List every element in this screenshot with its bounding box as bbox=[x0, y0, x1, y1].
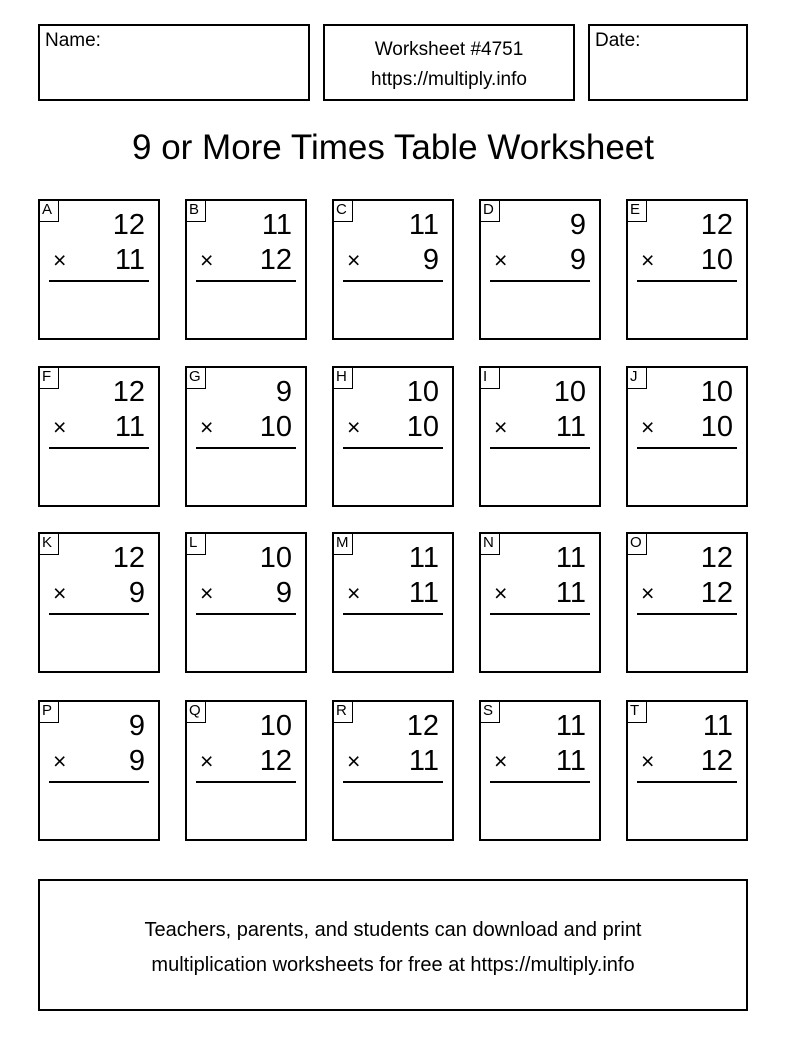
worksheet-number: Worksheet #4751 bbox=[374, 39, 524, 60]
multiplier: 11 bbox=[408, 745, 439, 777]
problem-letter: M bbox=[332, 532, 353, 555]
problem-card bbox=[332, 700, 454, 841]
answer-line bbox=[49, 280, 149, 282]
problem-card bbox=[479, 700, 601, 841]
problem-letter: A bbox=[38, 199, 59, 222]
problem-card bbox=[185, 199, 307, 340]
multiplicand: 12 bbox=[112, 209, 145, 241]
answer-line bbox=[343, 613, 443, 615]
multiplier: 10 bbox=[700, 411, 733, 443]
times-sign: × bbox=[641, 580, 655, 606]
multiplier: 10 bbox=[259, 411, 292, 443]
problem-letter: L bbox=[185, 532, 206, 555]
footer-line-2: multiplication worksheets for free at https://multiply.info bbox=[151, 954, 635, 976]
answer-line bbox=[196, 781, 296, 783]
multiplicand: 11 bbox=[702, 710, 733, 742]
answer-line bbox=[343, 781, 443, 783]
multiplicand: 10 bbox=[406, 376, 439, 408]
footer-text bbox=[40, 913, 746, 983]
answer-line bbox=[490, 613, 590, 615]
problem-card bbox=[332, 199, 454, 340]
answer-line bbox=[196, 613, 296, 615]
multiplicand: 11 bbox=[261, 209, 292, 241]
multiplier: 10 bbox=[406, 411, 439, 443]
times-sign: × bbox=[641, 247, 655, 273]
answer-line bbox=[637, 280, 737, 282]
problem-card bbox=[626, 700, 748, 841]
problem-letter: S bbox=[479, 700, 500, 723]
multiplier: 11 bbox=[555, 577, 586, 609]
problem-letter: T bbox=[626, 700, 647, 723]
answer-line bbox=[637, 613, 737, 615]
times-sign: × bbox=[53, 580, 67, 606]
problem-letter: G bbox=[185, 366, 206, 389]
multiplicand: 10 bbox=[553, 376, 586, 408]
name-label: Name: bbox=[45, 30, 101, 51]
answer-line bbox=[637, 781, 737, 783]
problem-letter: Q bbox=[185, 700, 206, 723]
multiplier: 9 bbox=[569, 244, 586, 276]
problem-card bbox=[38, 366, 160, 507]
problem-letter: P bbox=[38, 700, 59, 723]
problem-letter: K bbox=[38, 532, 59, 555]
answer-line bbox=[49, 781, 149, 783]
problem-letter: H bbox=[332, 366, 353, 389]
answer-line bbox=[343, 447, 443, 449]
multiplicand: 11 bbox=[408, 542, 439, 574]
multiplicand: 12 bbox=[406, 710, 439, 742]
date-label: Date: bbox=[595, 30, 641, 51]
problem-card bbox=[479, 199, 601, 340]
page-title: 9 or More Times Table Worksheet bbox=[132, 128, 654, 167]
times-sign: × bbox=[53, 414, 67, 440]
answer-line bbox=[49, 447, 149, 449]
problem-letter: I bbox=[479, 366, 500, 389]
multiplicand: 12 bbox=[112, 542, 145, 574]
multiplicand: 10 bbox=[700, 376, 733, 408]
times-sign: × bbox=[200, 247, 214, 273]
times-sign: × bbox=[200, 414, 214, 440]
problem-card bbox=[185, 366, 307, 507]
multiplier: 9 bbox=[275, 577, 292, 609]
problem-card bbox=[185, 532, 307, 673]
times-sign: × bbox=[641, 414, 655, 440]
times-sign: × bbox=[347, 414, 361, 440]
times-sign: × bbox=[347, 247, 361, 273]
multiplicand: 10 bbox=[259, 542, 292, 574]
multiplier: 9 bbox=[128, 745, 145, 777]
times-sign: × bbox=[641, 748, 655, 774]
multiplicand: 9 bbox=[569, 209, 586, 241]
answer-line bbox=[490, 280, 590, 282]
answer-line bbox=[490, 781, 590, 783]
multiplicand: 11 bbox=[408, 209, 439, 241]
multiplier: 11 bbox=[114, 244, 145, 276]
problem-letter: O bbox=[626, 532, 647, 555]
problem-card bbox=[38, 199, 160, 340]
times-sign: × bbox=[200, 580, 214, 606]
problem-letter: E bbox=[626, 199, 647, 222]
times-sign: × bbox=[494, 414, 508, 440]
problem-letter: F bbox=[38, 366, 59, 389]
multiplicand: 9 bbox=[275, 376, 292, 408]
problem-card bbox=[479, 366, 601, 507]
multiplicand: 12 bbox=[700, 209, 733, 241]
worksheet-website: https://multiply.info bbox=[371, 69, 527, 90]
multiplier: 12 bbox=[259, 745, 292, 777]
problem-letter: J bbox=[626, 366, 647, 389]
problem-letter: D bbox=[479, 199, 500, 222]
problem-letter: B bbox=[185, 199, 206, 222]
answer-line bbox=[343, 280, 443, 282]
times-sign: × bbox=[494, 247, 508, 273]
problem-letter: N bbox=[479, 532, 500, 555]
answer-line bbox=[196, 280, 296, 282]
problem-card bbox=[626, 199, 748, 340]
multiplier: 12 bbox=[700, 745, 733, 777]
problem-card bbox=[626, 532, 748, 673]
multiplier: 11 bbox=[555, 745, 586, 777]
problem-letter: R bbox=[332, 700, 353, 723]
multiplicand: 11 bbox=[555, 710, 586, 742]
answer-line bbox=[196, 447, 296, 449]
times-sign: × bbox=[494, 748, 508, 774]
multiplier: 9 bbox=[422, 244, 439, 276]
problem-card bbox=[38, 532, 160, 673]
answer-line bbox=[49, 613, 149, 615]
problem-card bbox=[185, 700, 307, 841]
answer-line bbox=[637, 447, 737, 449]
multiplicand: 10 bbox=[259, 710, 292, 742]
problem-card bbox=[479, 532, 601, 673]
times-sign: × bbox=[200, 748, 214, 774]
times-sign: × bbox=[53, 748, 67, 774]
problem-letter: C bbox=[332, 199, 353, 222]
problem-card bbox=[332, 532, 454, 673]
multiplicand: 9 bbox=[128, 710, 145, 742]
times-sign: × bbox=[347, 580, 361, 606]
problem-card bbox=[626, 366, 748, 507]
multiplier: 11 bbox=[114, 411, 145, 443]
multiplicand: 12 bbox=[112, 376, 145, 408]
footer-box bbox=[38, 879, 748, 1011]
answer-line bbox=[490, 447, 590, 449]
multiplier: 9 bbox=[128, 577, 145, 609]
multiplier: 11 bbox=[555, 411, 586, 443]
problem-card bbox=[38, 700, 160, 841]
times-sign: × bbox=[494, 580, 508, 606]
multiplicand: 12 bbox=[700, 542, 733, 574]
problem-card bbox=[332, 366, 454, 507]
multiplicand: 11 bbox=[555, 542, 586, 574]
multiplier: 11 bbox=[408, 577, 439, 609]
footer-line-1: Teachers, parents, and students can download and print bbox=[144, 919, 642, 941]
times-sign: × bbox=[53, 247, 67, 273]
multiplier: 10 bbox=[700, 244, 733, 276]
multiplier: 12 bbox=[259, 244, 292, 276]
times-sign: × bbox=[347, 748, 361, 774]
multiplier: 12 bbox=[700, 577, 733, 609]
